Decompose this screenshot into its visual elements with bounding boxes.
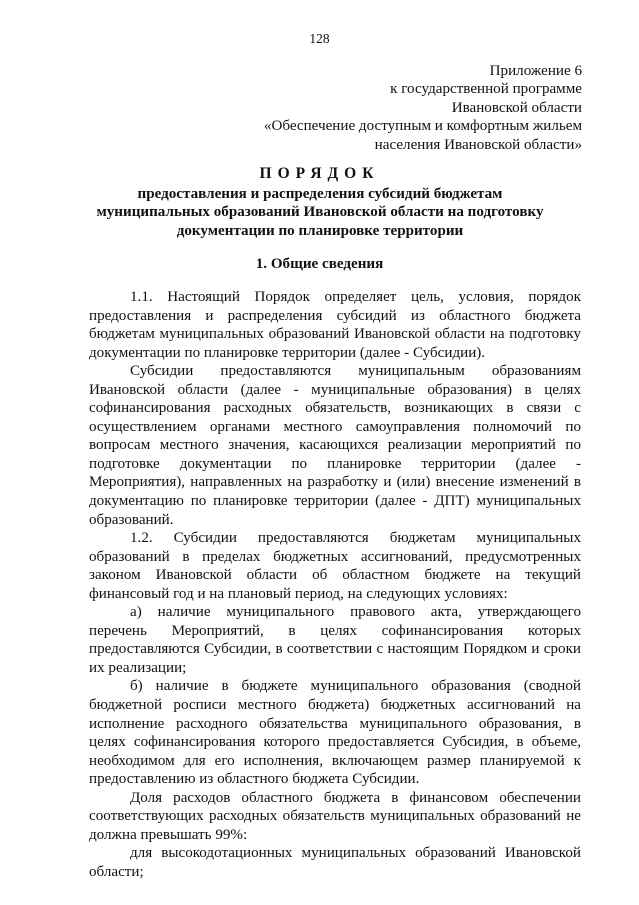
subtitle-line: документации по планировке территории (176, 222, 464, 239)
paragraph: Субсидии предоставляются муниципальным образованиям Ивановской области (далее - муниципальные образования) в целях софинансирования расходных обязательств, возникающих в связи с осуществлением органами местного самоуправления полномочий по вопросам местного значения, касающихся реализации мероприятий по подготовке документации по планировке территории (далее - Мероприятия), направленных на разработку и (или) внесение изменений в документацию по планировке территории (далее - ДПТ) муниципальных образований. (89, 363, 581, 528)
document-subtitle (60, 185, 580, 240)
paragraph: 1.1. Настоящий Порядок определяет цель, условия, порядок предоставления и распределения субсидий из областного бюджета бюджетам муниципальных образований Ивановской области на подготовку документации по планировке территории (далее - Субсидии). (89, 289, 581, 361)
document-title: ПОРЯДОК (259, 165, 380, 182)
appendix-block (162, 62, 582, 154)
section-heading: 1. Общие сведения (255, 256, 384, 272)
paragraph: Доля расходов областного бюджета в финансовом обеспечении соответствующих расходных обязательств муниципальных образований не должна превышать 99%: (89, 789, 581, 843)
appendix-line: Приложение 6 (489, 63, 582, 79)
page-number: 128 (309, 31, 330, 46)
subtitle-line: предоставления и распределения субсидий бюджетам (137, 186, 503, 202)
paragraph: для высокодотационных муниципальных образований Ивановской области; (89, 845, 581, 880)
paragraph: б) наличие в бюджете муниципального образования (сводной бюджетной росписи местного бюджета) бюджетных ассигнований на исполнение расходного обязательства муниципального образования, в целях софинансирования которого предоставляется Субсидия, в объеме, необходимом для его исполнения, включающем размер планируемой к предоставлению из областного бюджета Субсидии. (89, 678, 581, 788)
paragraph: 1.2. Субсидии предоставляются бюджетам муниципальных образований в пределах бюджетных ассигнований, предусмотренных законом Ивановской области об областном бюджете на текущий финансовый год и на плановый период, на следующих условиях: (89, 530, 581, 602)
appendix-line: Ивановской области (451, 99, 582, 116)
body-text (89, 288, 581, 882)
appendix-line: населения Ивановской области» (374, 136, 582, 153)
appendix-line: «Обеспечение доступным и комфортным жильем (263, 118, 582, 135)
paragraph: а) наличие муниципального правового акта, утверждающего перечень Мероприятий, в целях софинансирования которых предоставляются Субсидии, в соответствии с настоящим Порядком и сроки их реализации; (89, 604, 581, 676)
subtitle-line: муниципальных образований Ивановской области на подготовку (96, 204, 544, 221)
appendix-line: к государственной программе (390, 81, 582, 98)
